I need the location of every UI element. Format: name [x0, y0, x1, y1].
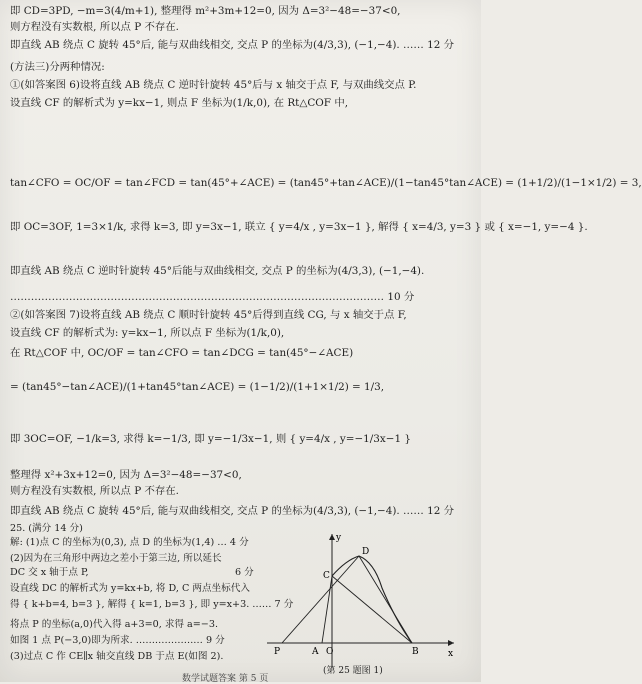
point-d-label: D [362, 547, 370, 557]
point-o-label: O [326, 647, 334, 657]
line-cb [332, 576, 412, 643]
solution-line-1: 解: (1)点 C 的坐标为(0,3), 点 D 的坐标为(1,4) … 4 分 [10, 537, 249, 548]
text-line-5: ①(如答案图 6)设将直线 AB 绕点 C 逆时针旋转 45°后与 x 轴交于点 F, 与双曲线交点 P. [10, 79, 417, 91]
score-6: 6 分 [235, 567, 254, 578]
y-axis-arrow [329, 534, 335, 540]
formula-tan-45-minus: = (tan45°−tan∠ACE)/(1+tan45°tan∠ACE) = (1−1/2)/(1+1×1/2) = 1/3, [10, 381, 385, 393]
text-line-16: 整理得 x²+3x+12=0, 因为 Δ=3²−48=−37<0, [10, 469, 242, 481]
page-footer: 数学试题答案 第 5 页 [182, 674, 269, 684]
line-pd [282, 556, 359, 643]
x-axis-arrow [448, 640, 454, 646]
text-line-9: 即直线 AB 绕点 C 逆时针旋转 45°后能与双曲线相交, 交点 P 的坐标为(4/3,3), (−1,−4). [10, 265, 425, 277]
parabola-curve [332, 556, 412, 643]
text-line-6: 设直线 CF 的解析式为 y=kx−1, 则点 F 坐标为(1/k,0), 在 Rt△COF 中, [10, 97, 349, 109]
line-db [359, 556, 412, 643]
y-axis-label: y [336, 533, 342, 543]
text-line-1: 即 CD=3PD, −m=3(4/m+1), 整理得 m²+3m+12=0, 因为 Δ=3²−48=−37<0, [10, 5, 401, 17]
point-b-label: B [412, 647, 419, 657]
point-a-label: A [312, 647, 319, 657]
figure-caption: (第 25 题图 1) [323, 666, 383, 676]
text-line-12: 设直线 CF 的解析式为: y=kx−1, 所以点 F 坐标为(1/k,0), [10, 327, 285, 339]
line-ac [322, 576, 332, 643]
figure-25-1 [262, 528, 457, 678]
score-line-10: ……………………………………………………………………………………………… 10 分 [10, 291, 415, 303]
solution-line-3: DC 交 x 轴于点 P, [10, 567, 89, 578]
solution-line-8: (3)过点 C 作 CE∥x 轴交直线 DB 于点 E(如图 2). [10, 651, 224, 662]
text-line-15: 即 3OC=OF, −1/k=3, 求得 k=−1/3, 即 y=−1/3x−1, 则 { y=4/x , y=−1/3x−1 } [10, 433, 411, 445]
text-line-8: 即 OC=3OF, 1=3×1/k, 求得 k=3, 即 y=3x−1, 联立 { y=4/x , y=3x−1 }, 解得 { x=4/3, y=3 } 或 { x=−1, y=−4 }. [10, 221, 588, 233]
solution-line-6: 将点 P 的坐标(a,0)代入得 a+3=0, 求得 a=−3. [10, 619, 219, 630]
text-line-17: 则方程没有实数根, 所以点 P 不存在. [10, 485, 179, 497]
point-c-label: C [323, 571, 330, 581]
solution-line-4: 设直线 DC 的解析式为 y=kx+b, 将 D, C 两点坐标代入 [10, 583, 250, 594]
x-axis-label: x [448, 649, 454, 659]
text-line-11: ②(如答案图 7)设将直线 AB 绕点 C 顺时针旋转 45°后得到直线 CG, 与 x 轴交于点 F, [10, 309, 407, 321]
text-line-2: 则方程没有实数根, 所以点 P 不存在. [10, 21, 179, 33]
point-p-label: P [274, 647, 281, 657]
solution-line-7: 如图 1 点 P(−3,0)即为所求. ………………… 9 分 [10, 635, 225, 646]
formula-tan-cfo: tan∠CFO = OC/OF = tan∠FCD = tan(45°+∠ACE) = (tan45°+tan∠ACE)/(1−tan45°tan∠ACE) = (1+1/2)/(1−1×1/2) = 3, [10, 177, 642, 189]
solution-line-5: 得 { k+b=4, b=3 }, 解得 { k=1, b=3 }, 即 y=x+3. …… 7 分 [10, 599, 294, 610]
problem-25-heading: 25. (满分 14 分) [10, 523, 83, 534]
text-line-13: 在 Rt△COF 中, OC/OF = tan∠CFO = tan∠DCG = tan(45°−∠ACE) [10, 347, 354, 359]
text-line-18: 即直线 AB 绕点 C 旋转 45°后, 能与双曲线相交, 交点 P 的坐标为(4/3,3), (−1,−4). …… 12 分 [10, 505, 455, 517]
text-line-3: 即直线 AB 绕点 C 旋转 45°后, 能与双曲线相交, 交点 P 的坐标为(4/3,3), (−1,−4). …… 12 分 [10, 39, 455, 51]
solution-line-2: (2)因为在三角形中两边之差小于第三边, 所以延长 [10, 553, 222, 564]
method-three-heading: (方法三)分两种情况: [10, 61, 105, 73]
